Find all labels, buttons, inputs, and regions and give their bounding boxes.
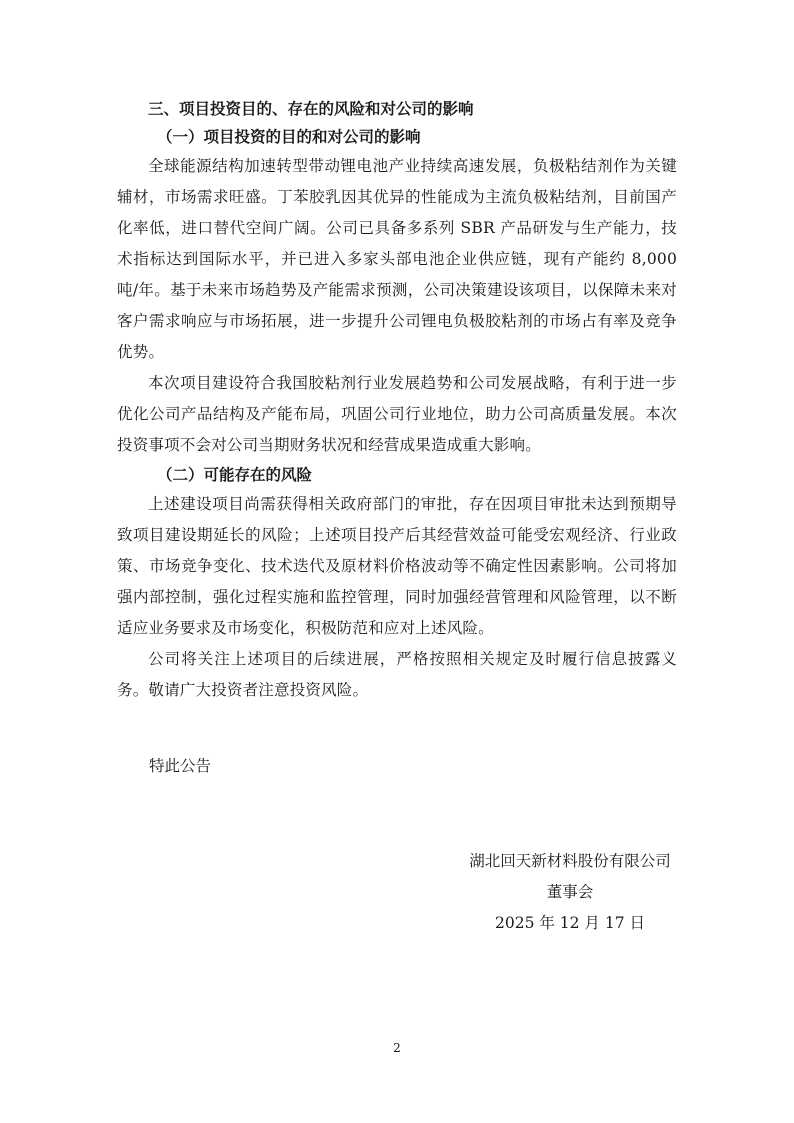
closing-statement: 特此公告 <box>149 757 212 775</box>
signature-block <box>440 846 700 939</box>
announcement-date: 2025 年 12 月 17 日 <box>494 914 646 932</box>
document-body <box>117 96 677 706</box>
paragraph-risks-1: 上述建设项目尚需获得相关政府部门的审批，存在因项目审批未达到预期导致项目建设期延长的风险；上述项目投产后其经营效益可能受宏观经济、行业政策、市场竞争变化、技术迭代及原材料价格波动等不确定性因素影响。公司将加强内部控制，强化过程实施和监控管理，同时加强经营管理和风险管理，以不断适应业务要求及市场变化，积极防范和应对上述风险。 <box>117 495 677 637</box>
subsection-heading-risks: （二）可能存在的风险 <box>157 466 313 484</box>
paragraph-risks-2: 公司将关注上述项目的后续进展，严格按照相关规定及时履行信息披露义务。敬请广大投资者注意投资风险。 <box>117 650 677 699</box>
section-heading: 三、项目投资目的、存在的风险和对公司的影响 <box>148 100 474 118</box>
page-number: 2 <box>393 1041 401 1055</box>
paragraph-purpose-1: 全球能源结构加速转型带动锂电池产业持续高速发展，负极粘结剂作为关键辅材，市场需求旺盛。丁苯胶乳因其优异的性能成为主流负极粘结剂，目前国产化率低，进口替代空间广阔。公司已具备多系列 SBR 产品研发与生产能力，技术指标达到国际水平，并已进入多家头部电池企业供应链，现有产能约 8,000 吨/年。基于未来市场趋势及产能需求预测，公司决策建设该项目，以保障未来对客户需求响应与市场拓展，进一步提升公司锂电负极胶粘剂的市场占有率及竞争优势。 <box>117 157 677 361</box>
paragraph-purpose-2: 本次项目建设符合我国胶粘剂行业发展趋势和公司发展战略，有利于进一步优化公司产品结构及产能布局，巩固公司行业地位，助力公司高质量发展。本次投资事项不会对公司当期财务状况和经营成果造成重大影响。 <box>117 374 677 454</box>
board-name: 董事会 <box>546 883 594 901</box>
company-name: 湖北回天新材料股份有限公司 <box>469 852 671 870</box>
subsection-heading-purpose: （一）项目投资的目的和对公司的影响 <box>157 128 421 146</box>
